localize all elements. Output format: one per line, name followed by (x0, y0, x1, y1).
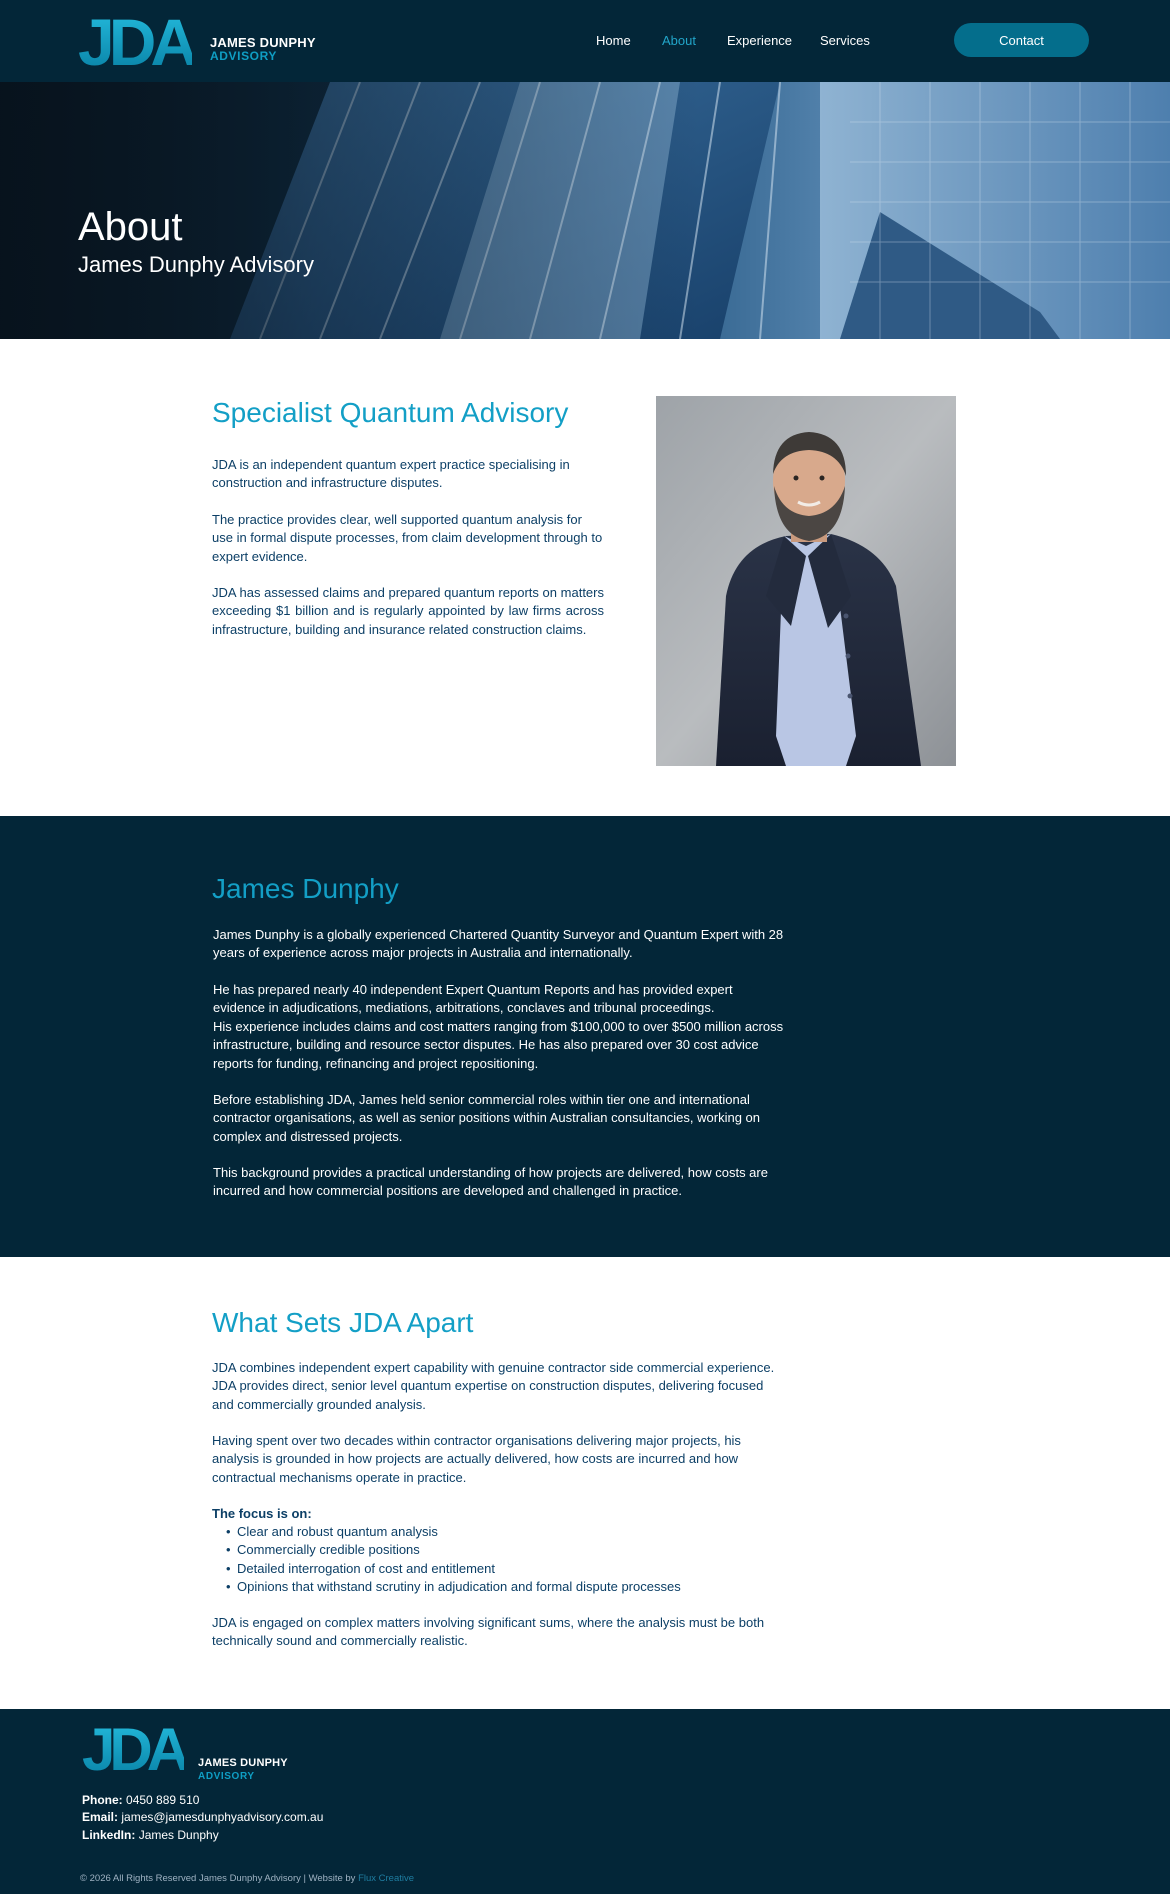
linkedin-link[interactable]: James Dunphy (138, 1828, 219, 1842)
list-item: • Commercially credible positions (212, 1541, 681, 1559)
footer-email: Email: james@jamesdunphyadvisory.com.au (82, 1810, 324, 1824)
nav-home[interactable]: Home (596, 33, 631, 48)
bullet-icon: • (226, 1524, 231, 1539)
site-header (0, 0, 1170, 82)
bullet-icon: • (226, 1578, 231, 1594)
footer-phone: Phone: 0450 889 510 (82, 1793, 200, 1807)
bio-paragraph: Before establishing JDA, James held senior commercial roles within tier one and international contractor organisations, as well as senior positions within Australian consultancies, working on complex and distressed projects. (213, 1092, 761, 1144)
logo-line-1: JAMES DUNPHY (210, 35, 316, 50)
intro-paragraph: JDA is an independent quantum expert practice specialising in construction and infrastructure disputes. (212, 457, 570, 491)
intro-section (0, 339, 1170, 816)
apart-paragraph: JDA combines independent expert capability with genuine contractor side commercial experience. JDA provides direct, senior level quantum expertise on construction disputes, delivering focused and commercially grounded analysis. (212, 1360, 775, 1412)
flux-creative-link[interactable]: Flux Creative (358, 1873, 415, 1884)
nav-experience[interactable]: Experience (727, 33, 793, 48)
page-title: About (78, 205, 183, 249)
list-item: • Opinions that withstand scrutiny in adjudication and formal dispute processes (212, 1578, 681, 1596)
footer-jda-logo[interactable] (82, 1716, 302, 1783)
jda-logo[interactable] (78, 5, 318, 79)
logo-line-2: ADVISORY (210, 49, 278, 63)
focus-list (212, 1523, 681, 1596)
bio-paragraph: He has prepared nearly 40 independent Expert Quantum Reports and has provided expert evidence in adjudications, mediations, arbitrations, conclaves and tribunal proceedings. (213, 982, 733, 1016)
copyright-text: © 2026 All Rights Reserved James Dunphy Advisory | Website by Flux Creative (80, 1873, 415, 1884)
bullet-icon: • (226, 1542, 231, 1558)
bullet-icon: • (226, 1560, 231, 1576)
contact-button[interactable]: Contact (954, 23, 1089, 57)
bio-heading: James Dunphy (212, 873, 399, 904)
intro-heading: Specialist Quantum Advisory (212, 397, 569, 428)
logo-mark: JDA (82, 1716, 185, 1783)
intro-paragraph: The practice provides clear, well supported quantum analysis for use in formal dispute processes, from claim development through to expert evidence. (212, 512, 603, 564)
differentiators-section (0, 1257, 1170, 1709)
list-item: • Clear and robust quantum analysis (212, 1523, 681, 1541)
apart-closing: JDA is engaged on complex matters involving significant sums, where the analysis must be both technically sound and commercially realistic. (212, 1615, 765, 1649)
bio-section (0, 816, 1170, 1257)
email-link[interactable]: james@jamesdunphyadvisory.com.au (121, 1810, 324, 1824)
footer-linkedin: LinkedIn: James Dunphy (82, 1828, 219, 1842)
site-footer (0, 1709, 1170, 1894)
bio-paragraph: James Dunphy is a globally experienced Chartered Quantity Surveyor and Quantum Expert with 28 years of experience across major projects in Australia and internationally. (213, 927, 784, 961)
logo-line-1: JAMES DUNPHY (198, 1757, 288, 1769)
phone-number[interactable]: 0450 889 510 (126, 1793, 200, 1807)
bio-paragraph: This background provides a practical understanding of how projects are delivered, how costs are incurred and how commercial positions are developed and challenged in practice. (213, 1165, 768, 1199)
hero-banner (0, 82, 1170, 339)
apart-heading: What Sets JDA Apart (212, 1307, 474, 1338)
list-item: • Detailed interrogation of cost and entitlement (212, 1560, 681, 1578)
intro-paragraph: JDA has assessed claims and prepared quantum reports on matters exceeding $1 billion and is regularly appointed by law firms across infrastructure, building and insurance related construction claims. (212, 585, 604, 637)
focus-label: The focus is on: (212, 1506, 312, 1521)
bio-paragraph: His experience includes claims and cost matters ranging from $100,000 to over $500 million across infrastructure, building and resource sector disputes. He has also prepared over 30 cost advice reports for funding, refinancing and project repositioning. (213, 1019, 784, 1071)
james-dunphy-portrait (656, 396, 956, 766)
nav-services[interactable]: Services (820, 33, 870, 48)
apart-paragraph: Having spent over two decades within contractor organisations delivering major projects, his analysis is grounded in how projects are actually delivered, how costs are incurred and how contractual mechanisms operate in practice. (212, 1433, 741, 1485)
nav-about[interactable]: About (662, 33, 696, 48)
logo-mark: JDA (78, 5, 193, 79)
page-subtitle: James Dunphy Advisory (78, 252, 314, 277)
logo-line-2: ADVISORY (198, 1771, 255, 1782)
